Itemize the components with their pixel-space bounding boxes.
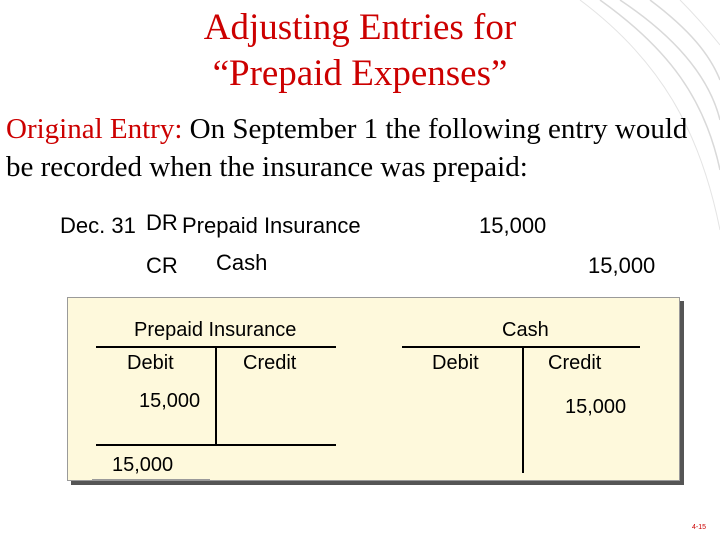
entry-credit-account: Cash [216, 250, 268, 275]
t-account-cash-credit-label: Credit [548, 352, 602, 374]
t-account-cash-center-rule [522, 346, 524, 473]
entry-credit-code: CR [146, 253, 178, 278]
t-account-prepaid-balance: 15,000 [112, 454, 174, 476]
t-account-cash-debit-label: Debit [432, 352, 479, 374]
t-account-prepaid-bottom-rule [96, 444, 336, 446]
page-number: 4-15 [691, 524, 706, 531]
t-account-cash-name: Cash [502, 319, 549, 341]
t-account-prepaid-name: Prepaid Insurance [134, 319, 297, 341]
t-account-prepaid-center-rule [215, 346, 217, 446]
intro-text: On September 1 the following entry would be recorded when the insurance was prepaid: [6, 113, 688, 183]
t-account-prepaid-debit-label: Debit [127, 352, 174, 374]
t-account-cash-top-rule [402, 346, 640, 348]
slide-title-line-2: “Prepaid Expenses” [212, 53, 508, 94]
entry-debit-code: DR [146, 210, 178, 235]
entry-date: Dec. 31 [60, 213, 136, 238]
t-account-prepaid-credit-label: Credit [243, 352, 297, 374]
entry-credit-amount: 15,000 [588, 253, 656, 278]
entry-debit-amount: 15,000 [479, 213, 547, 238]
intro-paragraph [6, 110, 716, 186]
entry-debit-account: Prepaid Insurance [182, 213, 361, 238]
t-account-cash-credit-entry: 15,000 [565, 396, 627, 418]
intro-lead: Original Entry: [6, 113, 183, 145]
t-account-prepaid-debit-entry: 15,000 [139, 390, 201, 412]
slide-title-line-1: Adjusting Entries for [203, 7, 517, 48]
